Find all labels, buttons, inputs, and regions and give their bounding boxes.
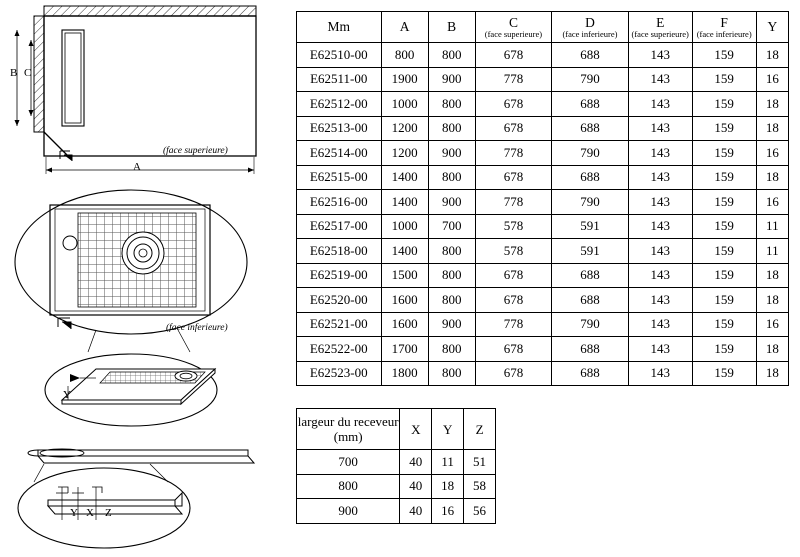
table-cell: E62511-00	[297, 67, 382, 92]
table-cell: 143	[628, 239, 692, 264]
table-cell: 778	[475, 67, 552, 92]
table-cell: 18	[756, 361, 788, 386]
table-cell: 1400	[381, 239, 428, 264]
table-cell: 1600	[381, 312, 428, 337]
table-cell: 678	[475, 263, 552, 288]
table-cell: 18	[432, 474, 464, 499]
table-cell: 11	[756, 239, 788, 264]
dimension-label-c: C	[24, 67, 32, 79]
table-cell: 678	[475, 116, 552, 141]
table-cell: 11	[756, 214, 788, 239]
table-cell: 143	[628, 337, 692, 362]
table-cell: 800	[428, 116, 475, 141]
table-cell: E62521-00	[297, 312, 382, 337]
table-cell: 18	[756, 43, 788, 68]
section-view-drawing	[18, 449, 254, 548]
table-row	[297, 67, 789, 92]
table-cell: E62517-00	[297, 214, 382, 239]
table-cell: 143	[628, 116, 692, 141]
table-cell: 159	[692, 190, 756, 215]
header-sublabel-f: (face inferieure)	[696, 28, 752, 39]
dimension-label-x-section: X	[86, 507, 94, 519]
table-cell: 790	[552, 190, 628, 215]
table-cell: 900	[428, 67, 475, 92]
table-cell: 900	[297, 499, 400, 524]
table-cell: 778	[475, 141, 552, 166]
table-row	[297, 450, 496, 475]
table-cell: 16	[432, 499, 464, 524]
header-cell-d	[552, 12, 628, 43]
header-cell-mm	[297, 12, 382, 43]
table-cell: 159	[692, 214, 756, 239]
table-cell: 591	[552, 239, 628, 264]
table-cell: 18	[756, 92, 788, 117]
table-cell: E62519-00	[297, 263, 382, 288]
table-cell: 143	[628, 312, 692, 337]
table-cell: 143	[628, 92, 692, 117]
table-cell: 18	[756, 288, 788, 313]
table-cell: 1000	[381, 92, 428, 117]
header-cell-f	[692, 12, 756, 43]
table-cell: 159	[692, 92, 756, 117]
table-row	[297, 43, 789, 68]
table-cell: 688	[552, 165, 628, 190]
table-row	[297, 288, 789, 313]
table-cell: 800	[428, 337, 475, 362]
table-cell: 778	[475, 190, 552, 215]
table-cell: 800	[428, 361, 475, 386]
table-cell: 790	[552, 67, 628, 92]
table-cell: E62523-00	[297, 361, 382, 386]
table-cell: 900	[428, 190, 475, 215]
dimension-label-y-detail: Y	[63, 389, 71, 401]
header-cell-b	[428, 12, 475, 43]
table-cell: 18	[756, 116, 788, 141]
table-row	[297, 239, 789, 264]
table-cell: 159	[692, 361, 756, 386]
table-cell: 688	[552, 116, 628, 141]
table-cell: 143	[628, 288, 692, 313]
header-cell-c	[475, 12, 552, 43]
header-cell-y2: Y	[432, 409, 464, 450]
table-cell: 790	[552, 312, 628, 337]
table-cell: 700	[297, 450, 400, 475]
table-cell: 688	[552, 263, 628, 288]
table-cell: 800	[381, 43, 428, 68]
dimension-label-y-section: Y	[70, 507, 78, 519]
table-cell: 1800	[381, 361, 428, 386]
table-cell: E62514-00	[297, 141, 382, 166]
table-cell: 900	[428, 312, 475, 337]
table-cell: 11	[432, 450, 464, 475]
table-cell: 16	[756, 141, 788, 166]
table-row	[297, 312, 789, 337]
table-cell: 159	[692, 263, 756, 288]
header-cell-e	[628, 12, 692, 43]
table-cell: 578	[475, 239, 552, 264]
table-row	[297, 190, 789, 215]
table-cell: 159	[692, 312, 756, 337]
table-row	[297, 361, 789, 386]
table-cell: 700	[428, 214, 475, 239]
table-row	[297, 499, 496, 524]
table-cell: 159	[692, 43, 756, 68]
header-cell-largeur: largeur du receveur (mm)	[297, 409, 400, 450]
table-cell: 800	[428, 263, 475, 288]
table-cell: 800	[297, 474, 400, 499]
table-cell: 1200	[381, 141, 428, 166]
header-cell-z: Z	[464, 409, 496, 450]
table-cell: 40	[400, 450, 432, 475]
table-row	[297, 337, 789, 362]
table-cell: 1000	[381, 214, 428, 239]
table-cell: 1600	[381, 288, 428, 313]
header-label-a: A	[399, 19, 410, 34]
table-cell: 58	[464, 474, 496, 499]
table-cell: 678	[475, 288, 552, 313]
table-cell: E62512-00	[297, 92, 382, 117]
table-cell: 18	[756, 263, 788, 288]
header-sublabel-d: (face inferieure)	[562, 28, 618, 39]
table-cell: 143	[628, 214, 692, 239]
table-cell: 16	[756, 312, 788, 337]
table-cell: 678	[475, 43, 552, 68]
table-cell: E62516-00	[297, 190, 382, 215]
header-label-c: C	[508, 14, 518, 30]
table-cell: 16	[756, 190, 788, 215]
header-label-y: Y	[767, 19, 778, 34]
header-cell-y	[756, 12, 788, 43]
table-cell: 800	[428, 288, 475, 313]
table-cell: 56	[464, 499, 496, 524]
table-cell: 143	[628, 263, 692, 288]
table-cell: 40	[400, 474, 432, 499]
table-cell: 143	[628, 67, 692, 92]
receiver-width-table	[296, 408, 496, 524]
table-row	[297, 263, 789, 288]
table-cell: 143	[628, 190, 692, 215]
table-cell: 790	[552, 141, 628, 166]
table-cell: 159	[692, 116, 756, 141]
header-cell-a	[381, 12, 428, 43]
dimension-label-b: B	[10, 67, 18, 79]
table-cell: 159	[692, 239, 756, 264]
table-cell: 51	[464, 450, 496, 475]
table-row	[297, 165, 789, 190]
dimension-label-a: A	[133, 161, 141, 173]
table-cell: 688	[552, 43, 628, 68]
dimension-label-z-section: Z	[105, 507, 112, 519]
header-label-e: E	[656, 14, 665, 30]
table-cell: E62518-00	[297, 239, 382, 264]
table-cell: 800	[428, 165, 475, 190]
table-cell: 143	[628, 141, 692, 166]
table-cell: 1500	[381, 263, 428, 288]
table-cell: E62520-00	[297, 288, 382, 313]
table-cell: 143	[628, 361, 692, 386]
table-cell: E62522-00	[297, 337, 382, 362]
table-cell: 678	[475, 337, 552, 362]
caption-face-inferieure: (face inferieure)	[166, 323, 228, 333]
table-header-row	[297, 12, 789, 43]
table-cell: 900	[428, 141, 475, 166]
table-cell: 678	[475, 165, 552, 190]
table-cell: 800	[428, 92, 475, 117]
header-sublabel-e: (face superieure)	[631, 28, 689, 39]
table-cell: 159	[692, 141, 756, 166]
table-cell: 1400	[381, 190, 428, 215]
table-cell: E62513-00	[297, 116, 382, 141]
table-cell: 688	[552, 337, 628, 362]
table-cell: 143	[628, 43, 692, 68]
table-cell: 1900	[381, 67, 428, 92]
table-cell: 578	[475, 214, 552, 239]
table-cell: 18	[756, 337, 788, 362]
table-cell: 591	[552, 214, 628, 239]
specification-table	[296, 11, 789, 386]
table-cell: 688	[552, 288, 628, 313]
table-cell: 16	[756, 67, 788, 92]
caption-face-superieure: (face superieure)	[163, 146, 228, 156]
table-row	[297, 474, 496, 499]
table-row	[297, 214, 789, 239]
table-cell: 159	[692, 165, 756, 190]
table-cell: 688	[552, 92, 628, 117]
table-cell: 1200	[381, 116, 428, 141]
table-row	[297, 141, 789, 166]
header-label-mm: Mm	[327, 19, 350, 34]
table-cell: 159	[692, 67, 756, 92]
table-cell: 1700	[381, 337, 428, 362]
table-cell: 778	[475, 312, 552, 337]
table-cell: 678	[475, 361, 552, 386]
table-row	[297, 116, 789, 141]
header-label-d: D	[585, 14, 595, 30]
table-cell: E62515-00	[297, 165, 382, 190]
header-label-f: F	[720, 14, 728, 30]
table-cell: 18	[756, 165, 788, 190]
table-cell: 143	[628, 165, 692, 190]
table-cell: 678	[475, 92, 552, 117]
table-cell: 40	[400, 499, 432, 524]
table-cell: 159	[692, 288, 756, 313]
table-cell: 1400	[381, 165, 428, 190]
header-cell-x: X	[400, 409, 432, 450]
table-cell: 159	[692, 337, 756, 362]
table-cell: 800	[428, 239, 475, 264]
table-cell: E62510-00	[297, 43, 382, 68]
header-label-b: B	[447, 19, 457, 34]
table2-header-row	[297, 409, 496, 450]
table-cell: 688	[552, 361, 628, 386]
header-sublabel-c: (face superieure)	[484, 28, 543, 39]
table-row	[297, 92, 789, 117]
table-cell: 800	[428, 43, 475, 68]
